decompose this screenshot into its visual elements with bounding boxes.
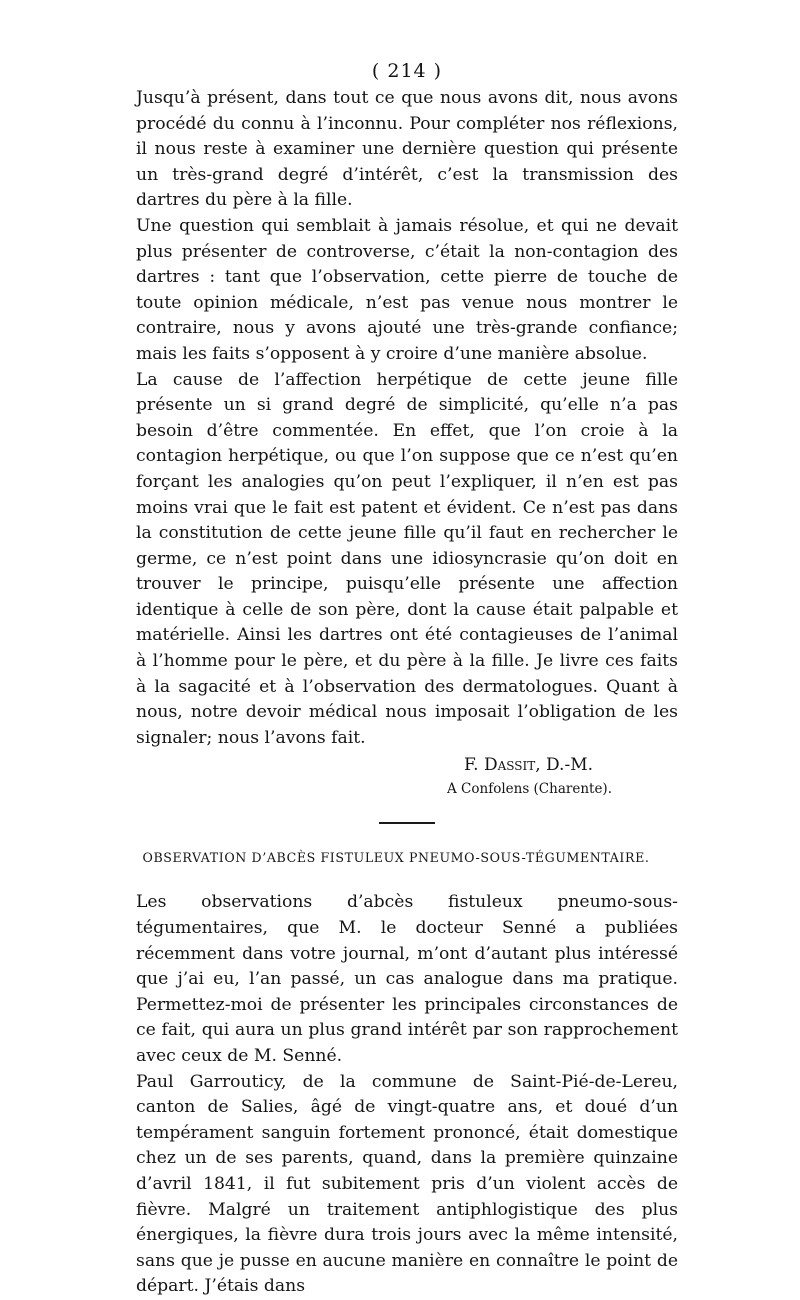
author-location: A Confolens (Charente). [447, 781, 612, 798]
paragraph: Paul Garrouticy, de la commune de Saint-Pié-de-Lereu, canton de Salies, âgé de vingt-quatre ans, et doué d’un tempérament sanguin fortement prononcé, était domestique chez un de ses parents, quand, dans la première quinzaine d’avril 1841, il fut subitement pris d’un violent accès de fièvre. Malgré un traitement antiphlogistique des plus énergiques, la fièvre dura trois jours avec la même intensité, sans que je pusse en aucune manière en connaître le point de départ. J’étais dans [136, 1071, 678, 1297]
section-divider [379, 822, 435, 824]
paragraph: Jusqu’à présent, dans tout ce que nous avons dit, nous avons procédé du connu à l’inconnu. Pour compléter nos réflexions, il nous reste à examiner une dernière question qui présente un très-grand degré d’intérêt, c’est la transmission des dartres du père à la fille. [136, 88, 678, 211]
page-number: ( 214 ) [371, 60, 443, 82]
section-title: OBSERVATION D’ABCÈS FISTULEUX PNEUMO-SOUS-TÉGUMENTAIRE. [142, 850, 650, 866]
section-dartres [136, 86, 678, 800]
paragraph: Une question qui semblait à jamais résolue, et qui ne devait plus présenter de controverse, c’était la non-contagion des dartres : tant que l’observation, cette pierre de touche de toute opinion médicale, n’est pas venue nous montrer le contraire, nous y avons ajouté une très-grande confiance; mais les faits s’opposent à y croire d’une manière absolue. [136, 215, 678, 364]
author-name: F. Dassit, D.-M. [463, 755, 593, 776]
section-abces [136, 848, 678, 1300]
paragraph: Les observations d’abcès fistuleux pneumo-sous-tégumentaires, que M. le docteur Senné a publiées récemment dans votre journal, m’ont d’autant plus intéressé que j’ai eu, l’an passé, un cas analogue dans ma pratique. Permettez-moi de présenter les principales circonstances de ce fait, qui aura un plus grand intérêt par son rapprochement avec ceux de M. Senné. [136, 892, 678, 1066]
paragraph: La cause de l’affection herpétique de cette jeune fille présente un si grand degré de simplicité, qu’elle n’a pas besoin d’être commentée. En effet, que l’on croie à la contagion herpétique, ou que l’on suppose que ce n’est qu’en forçant les analogies qu’on peut l’expliquer, il n’en est pas moins vrai que le fait est patent et évident. Ce n’est pas dans la constitution de cette jeune fille qu’il faut en rechercher le germe, ce n’est point dans une idiosyncrasie qu’on doit en trouver le principe, puisqu’elle présente une affection identique à celle de son père, dont la cause était palpable et matérielle. Ainsi les dartres ont été contagieuses de l’animal à l’homme pour le père, et du père à la fille. Je livre ces faits à la sagacité et à l’observation des dermatologues. Quant à nous, notre devoir médical nous imposait l’obligation de les signaler; nous l’avons fait. [136, 369, 678, 748]
page-text-block [136, 58, 678, 1300]
author-signature [136, 753, 678, 778]
